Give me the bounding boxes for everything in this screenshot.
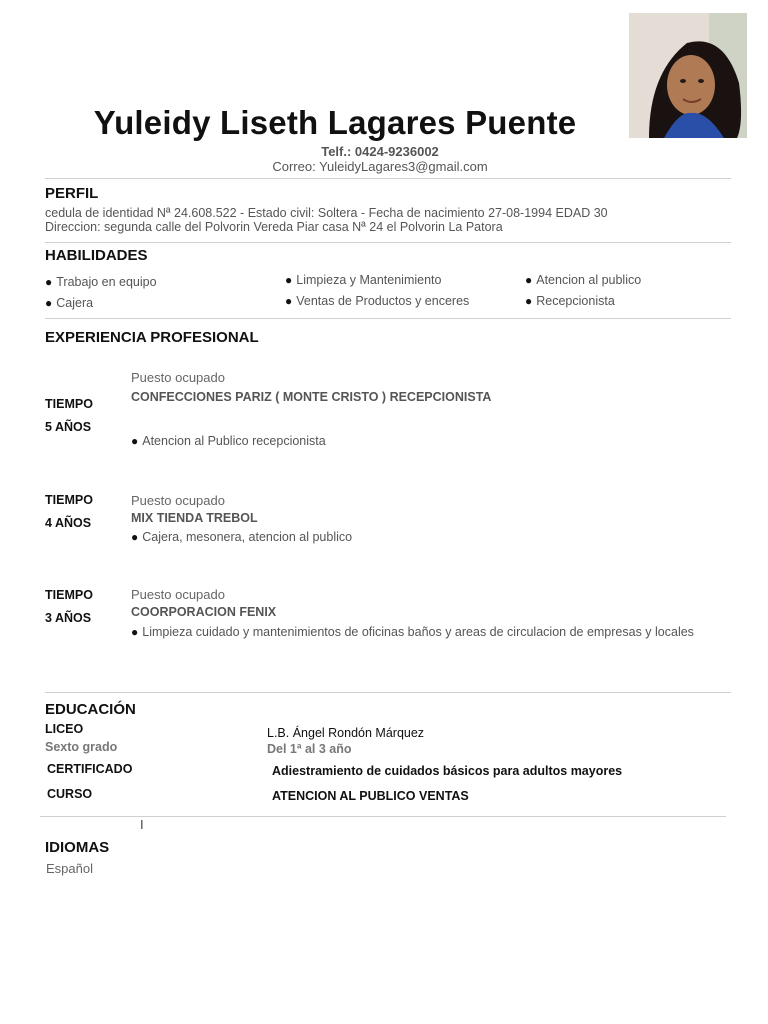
job-company: COORPORACION FENIX [131, 605, 277, 619]
edu-institution-sub: Del 1ª al 3 año [267, 742, 352, 756]
bullet-icon: ● [45, 296, 53, 310]
job-position-label: Puesto ocupado [131, 493, 225, 508]
email-link[interactable]: YuleidyLagares3@gmail.com [319, 159, 488, 174]
bullet-icon: ● [131, 530, 139, 544]
perfil-line-2: Direccion: segunda calle del Polvorin Vereda Piar casa Nª 24 el Polvorin La Patora [45, 220, 503, 234]
phone-number: Telf.: 0424-9236002 [321, 144, 439, 159]
skill-item: ● Cajera [45, 296, 94, 310]
edu-institution: Adiestramiento de cuidados básicos para adultos mayores [272, 764, 623, 778]
bullet-icon: ● [131, 434, 139, 448]
divider [45, 318, 731, 319]
edu-institution: L.B. Ángel Rondón Márquez [267, 726, 425, 740]
section-title-educacion: EDUCACIÓN [45, 701, 136, 718]
skill-item: ● Recepcionista [525, 294, 615, 308]
skill-item: ● Limpieza y Mantenimiento [285, 273, 442, 287]
edu-level: CERTIFICADO [47, 762, 133, 776]
text-cursor-icon: I [140, 817, 144, 832]
job-duration: 5 AÑOS [45, 420, 92, 434]
section-title-perfil: PERFIL [45, 185, 99, 202]
bullet-icon: ● [285, 294, 293, 308]
bullet-icon: ● [285, 273, 293, 287]
bullet-icon: ● [525, 294, 533, 308]
bullet-icon: ● [45, 275, 53, 289]
edu-level: LICEO [45, 722, 84, 736]
job-tiempo-label: TIEMPO [45, 588, 93, 602]
job-position-label: Puesto ocupado [131, 370, 225, 385]
language-item: Español [46, 861, 93, 876]
edu-level: CURSO [47, 787, 93, 801]
skill-item: ● Ventas de Productos y enceres [285, 294, 470, 308]
section-title-idiomas: IDIOMAS [45, 839, 110, 856]
email-line [0, 159, 760, 174]
job-tiempo-label: TIEMPO [45, 397, 93, 411]
section-title-habilidades: HABILIDADES [45, 247, 148, 264]
job-duration: 3 AÑOS [45, 611, 92, 625]
bullet-icon: ● [525, 273, 533, 287]
divider [45, 178, 731, 179]
job-detail: ● Limpieza cuidado y mantenimientos de oficinas baños y areas de circulacion de empresas y locales [131, 625, 694, 639]
job-company: CONFECCIONES PARIZ ( MONTE CRISTO ) RECEPCIONISTA [131, 390, 492, 404]
edu-level-sub: Sexto grado [45, 740, 118, 754]
skill-item: ● Atencion al publico [525, 273, 642, 287]
job-duration: 4 AÑOS [45, 516, 92, 530]
perfil-line-1: cedula de identidad Nª 24.608.522 - Estado civil: Soltera - Fecha de nacimiento 27-08-1994 EDAD 30 [45, 206, 608, 220]
email-label: Correo: [272, 159, 316, 174]
divider [45, 692, 731, 693]
section-title-experiencia: EXPERIENCIA PROFESIONAL [45, 329, 259, 346]
job-position-label: Puesto ocupado [131, 587, 225, 602]
bullet-icon: ● [131, 625, 139, 639]
candidate-name: Yuleidy Liseth Lagares Puente [93, 104, 577, 141]
job-tiempo-label: TIEMPO [45, 493, 93, 507]
skill-item: ● Trabajo en equipo [45, 275, 157, 289]
divider [45, 242, 731, 243]
edu-institution: ATENCION AL PUBLICO VENTAS [272, 789, 469, 803]
job-detail: ● Atencion al Publico recepcionista [131, 434, 326, 448]
job-detail: ● Cajera, mesonera, atencion al publico [131, 530, 353, 544]
job-company: MIX TIENDA TREBOL [131, 511, 258, 525]
